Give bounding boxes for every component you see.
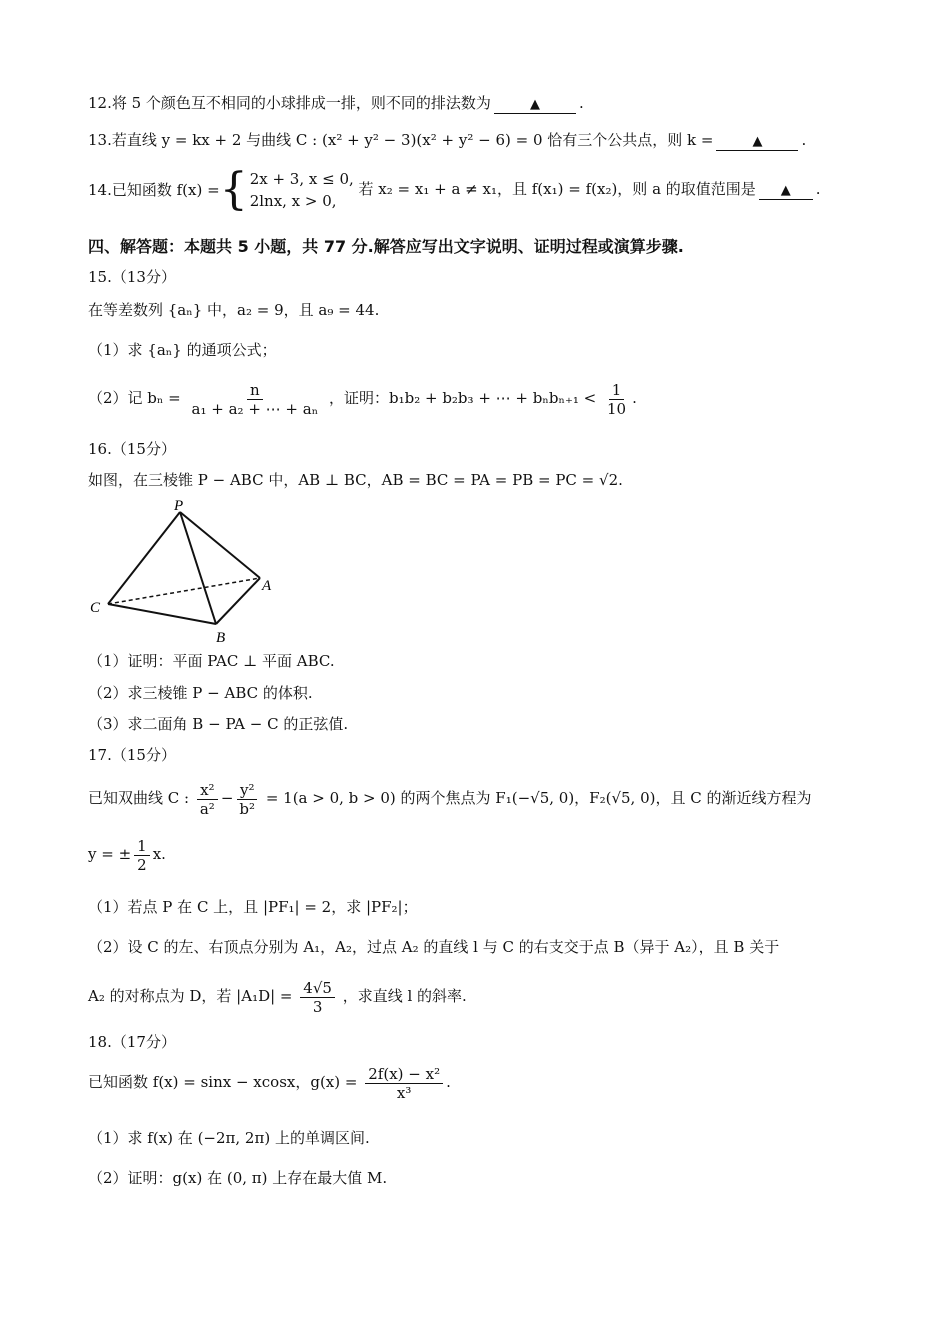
q16-part3: （3）求二面角 B − PA − C 的正弦值. bbox=[88, 715, 349, 733]
p2b-post: ，求直线 l 的斜率. bbox=[342, 987, 467, 1005]
q15-head: 15.（13分） bbox=[88, 268, 176, 286]
question-14 bbox=[88, 164, 821, 215]
asym-pre: y = ± bbox=[88, 845, 132, 863]
q17-head: 17.（15分） bbox=[88, 746, 176, 764]
q17-asymptote bbox=[88, 834, 166, 874]
fraction bbox=[365, 1065, 443, 1102]
q16-head: 16.（15分） bbox=[88, 440, 176, 458]
q16-part1: （1）证明：平面 PAC ⊥ 平面 ABC. bbox=[88, 652, 335, 670]
frac-den: 2 bbox=[137, 855, 147, 874]
case-1: 2x + 3, x ≤ 0, bbox=[249, 170, 354, 188]
frac-den: x³ bbox=[396, 1083, 412, 1102]
q14-end: . bbox=[815, 180, 821, 198]
triangle-icon: ▲ bbox=[780, 183, 791, 198]
frac-num: 1 bbox=[134, 837, 150, 856]
frac-num: 4√5 bbox=[300, 979, 335, 998]
edge-ba bbox=[216, 578, 260, 624]
q17-stem-post: = 1(a > 0, b > 0) 的两个焦点为 F₁(−√5, 0)，F₂(√5, 0)，且 C 的渐近线方程为 bbox=[265, 789, 812, 807]
frac-num: y² bbox=[237, 781, 258, 800]
q18-part1: （1）求 f(x) 在 (−2π, 2π) 上的单调区间. bbox=[88, 1129, 370, 1147]
section-heading: 四、解答题：本题共 5 小题，共 77 分.解答应写出文字说明、证明过程或演算步骤. bbox=[88, 237, 684, 256]
frac-den: 10 bbox=[607, 399, 627, 418]
frac-num: 2f(x) − x² bbox=[365, 1065, 443, 1084]
q12-end: . bbox=[578, 94, 584, 112]
q13-text: 13.若直线 y = kx + 2 与曲线 C : (x² + y² − 3)(x² + y² − 6) = 0 恰有三个公共点，则 k = bbox=[88, 131, 714, 149]
label-b: B bbox=[216, 630, 226, 646]
frac-den: 3 bbox=[312, 997, 323, 1016]
edge-cb bbox=[108, 604, 216, 624]
pyramid-figure bbox=[84, 498, 284, 646]
label-a: A bbox=[262, 578, 272, 594]
label-p: P bbox=[174, 498, 184, 514]
q18-stem bbox=[88, 1062, 451, 1102]
edge-ca-hidden bbox=[108, 578, 260, 604]
q17-stem-pre: 已知双曲线 C : bbox=[88, 789, 190, 807]
fraction bbox=[604, 381, 629, 418]
p2b-pre: A₂ 的对称点为 D，若 |A₁D| = bbox=[88, 987, 293, 1005]
q17-part2a: （2）设 C 的左、右顶点分别为 A₁，A₂，过点 A₂ 的直线 l 与 C 的右支交于点 B（异于 A₂），且 B 关于 bbox=[88, 938, 780, 956]
q15-stem: 在等差数列 {aₙ} 中，a₂ = 9，且 a₉ = 44. bbox=[88, 301, 380, 319]
frac-den: a₁ + a₂ + ⋯ + aₙ bbox=[191, 399, 319, 418]
q17-stem bbox=[88, 778, 812, 818]
q15-p2-end: . bbox=[632, 389, 637, 407]
q16-stem: 如图，在三棱锥 P − ABC 中，AB ⊥ BC，AB = BC = PA = PB = PC = √2. bbox=[88, 471, 623, 489]
q15-p2-mid: ，证明：b₁b₂ + b₂b₃ + ⋯ + bₙbₙ₊₁ < bbox=[328, 389, 597, 407]
case-2: 2lnx, x > 0, bbox=[249, 192, 337, 210]
q17-part2b bbox=[88, 976, 467, 1016]
piecewise-function bbox=[88, 164, 354, 215]
fraction bbox=[189, 381, 322, 418]
q12-text: 12.将 5 个颜色互不相同的小球排成一排，则不同的排法数为 bbox=[88, 94, 491, 112]
fraction bbox=[300, 979, 335, 1016]
frac-num: 1 bbox=[609, 381, 625, 400]
q18-stem-pre: 已知函数 f(x) = sinx − xcosx，g(x) = bbox=[88, 1073, 358, 1091]
brace-icon: { bbox=[219, 164, 248, 215]
question-12 bbox=[88, 93, 584, 114]
q17-part1: （1）若点 P 在 C 上，且 |PF₁| = 2，求 |PF₂|； bbox=[88, 898, 418, 916]
minus-sign: − bbox=[220, 789, 234, 807]
asym-post: x. bbox=[152, 845, 166, 863]
edge-pb bbox=[180, 512, 216, 624]
fraction bbox=[236, 781, 258, 818]
answer-blank[interactable] bbox=[759, 181, 813, 200]
frac-num: x² bbox=[197, 781, 217, 800]
answer-blank[interactable] bbox=[494, 95, 576, 114]
label-c: C bbox=[90, 600, 101, 616]
triangle-icon: ▲ bbox=[529, 97, 540, 112]
q15-p2-pre: （2）记 bₙ = bbox=[88, 389, 181, 407]
frac-den: a² bbox=[199, 799, 215, 818]
fraction bbox=[134, 837, 150, 874]
q18-stem-end: . bbox=[446, 1073, 451, 1091]
frac-den: b² bbox=[239, 799, 256, 818]
question-13 bbox=[88, 130, 806, 151]
q14-suffix: 若 x₂ = x₁ + a ≠ x₁，且 f(x₁) = f(x₂)，则 a 的取值范围是 bbox=[358, 180, 756, 198]
q18-head: 18.（17分） bbox=[88, 1033, 176, 1051]
q15-part1: （1）求 {aₙ} 的通项公式； bbox=[88, 341, 277, 359]
edge-pa bbox=[180, 512, 260, 578]
triangle-icon: ▲ bbox=[752, 134, 763, 149]
frac-num: n bbox=[247, 381, 263, 400]
q14-prefix: 14.已知函数 f(x) = bbox=[88, 181, 220, 199]
edge-pc bbox=[108, 512, 180, 604]
q16-part2: （2）求三棱锥 P − ABC 的体积. bbox=[88, 684, 313, 702]
q13-end: . bbox=[801, 131, 807, 149]
q15-part2 bbox=[88, 378, 637, 418]
fraction bbox=[197, 781, 218, 818]
answer-blank[interactable] bbox=[716, 132, 798, 151]
q18-part2: （2）证明：g(x) 在 (0, π) 上存在最大值 M. bbox=[88, 1169, 388, 1187]
